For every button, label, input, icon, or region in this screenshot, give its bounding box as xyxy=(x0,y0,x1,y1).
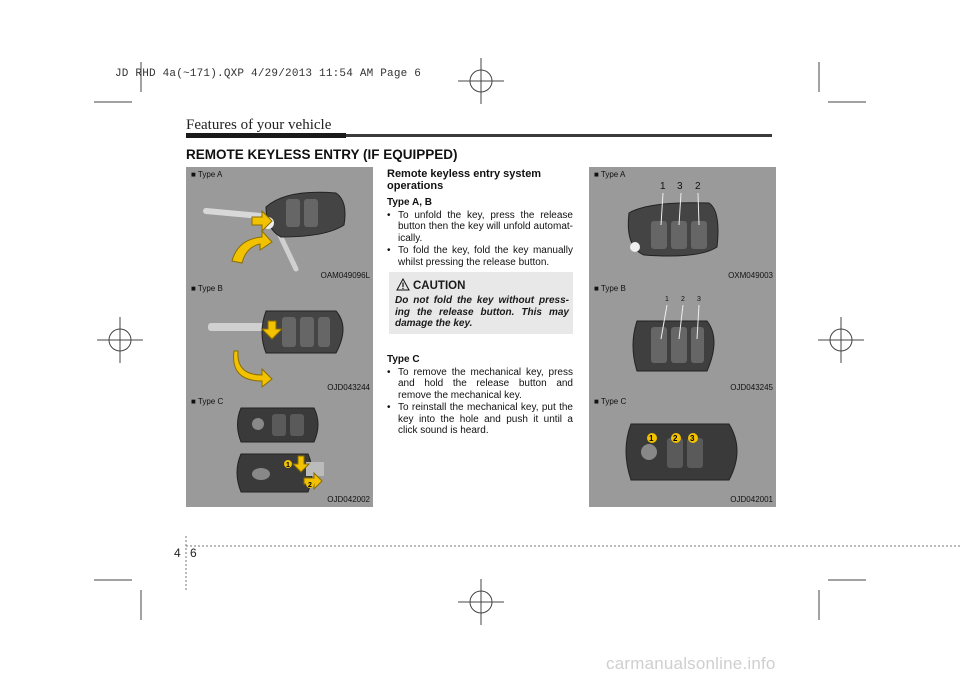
panel-code: OJD042002 xyxy=(327,495,370,504)
panel-label: ■ Type A xyxy=(191,170,223,179)
flip-key-buttons-image xyxy=(589,167,776,283)
chapter-number: 4 xyxy=(174,546,181,560)
main-title: REMOTE KEYLESS ENTRY (IF EQUIPPED) xyxy=(186,147,458,162)
marker-2: 2 xyxy=(695,181,701,192)
watermark-url[interactable]: carmanualsonline.info xyxy=(606,654,776,673)
panel-code: OJD042001 xyxy=(730,495,773,504)
panel-label: ■ Type C xyxy=(594,397,627,406)
text-column-bottom xyxy=(387,354,573,438)
panel-label: ■ Type C xyxy=(191,397,224,406)
marker-1: 1 xyxy=(286,462,290,469)
marker-1: 1 xyxy=(660,181,666,192)
panel-code: OJD043245 xyxy=(730,383,773,392)
page-number: 6 xyxy=(190,546,197,560)
caution-text: Do not fold the key without press-ing the release button. This may damage the key. xyxy=(395,295,569,329)
print-slug: JD RHD 4a(~171).QXP 4/29/2013 11:54 AM Page 6 xyxy=(115,68,422,80)
marker-1: 1 xyxy=(649,434,654,443)
right-panel-type-b xyxy=(589,281,776,395)
panel-code: OJD043244 xyxy=(327,383,370,392)
header-accent xyxy=(186,133,346,138)
smart-key-image xyxy=(186,394,373,507)
marker-3: 3 xyxy=(677,181,683,192)
panel-label: ■ Type B xyxy=(191,284,223,293)
marker-2: 2 xyxy=(673,434,678,443)
list-item: • To remove the mechanical key, press and hold the release button and remove the mechanical key. xyxy=(387,367,573,402)
list-item: • To reinstall the mechanical key, put the key into the hole and push it until a click sound is heard. xyxy=(387,402,573,437)
marker-1: 1 xyxy=(665,296,669,303)
panel-label: ■ Type A xyxy=(594,170,626,179)
panel-code: OXM049003 xyxy=(728,271,773,280)
type-ab-bullets xyxy=(387,210,573,269)
marker-2: 2 xyxy=(308,482,312,489)
type-c-heading: Type C xyxy=(387,354,420,365)
section-header: Features of your vehicle xyxy=(186,117,332,133)
list-item: • To fold the key, fold the key manually whilst pressing the release button. xyxy=(387,245,573,268)
list-item: • To unfold the key, press the release button then the key will unfold automat-ically. xyxy=(387,210,573,245)
folding-key-buttons-image xyxy=(589,281,776,395)
panel-code: OAM049096L xyxy=(320,271,370,280)
right-panel-type-a xyxy=(589,167,776,283)
left-panel-type-b xyxy=(186,281,373,395)
right-panel-type-c xyxy=(589,394,776,507)
marker-3: 3 xyxy=(690,434,695,443)
left-panel-type-c xyxy=(186,394,373,507)
folding-key-image xyxy=(186,281,373,395)
arrow-unfold-icon xyxy=(232,231,272,263)
panel-label: ■ Type B xyxy=(594,284,626,293)
caution-box xyxy=(389,272,573,334)
left-panel-type-a xyxy=(186,167,373,283)
type-c-bullets xyxy=(387,367,573,437)
flip-key-image xyxy=(186,167,373,283)
subheading: Remote keyless entry system operations xyxy=(387,168,542,192)
marker-3: 3 xyxy=(697,296,701,303)
arrow-unfold-icon xyxy=(234,351,272,387)
type-ab-heading: Type A, B xyxy=(387,197,433,208)
warning-triangle-icon xyxy=(396,278,410,291)
caution-title: CAUTION xyxy=(413,280,466,292)
marker-2: 2 xyxy=(681,296,685,303)
text-column-top xyxy=(387,168,573,269)
smart-key-buttons-image xyxy=(589,394,776,507)
